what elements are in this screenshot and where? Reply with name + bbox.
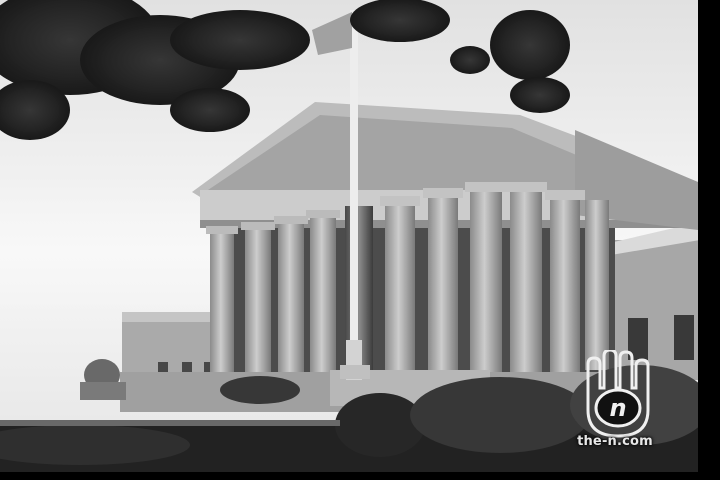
watermark-text: the-n.com (577, 434, 653, 449)
n-letter-icon (596, 390, 640, 426)
svg-text:n: n (609, 394, 627, 422)
letterbox-right (698, 0, 720, 480)
letterbox-bottom (0, 472, 720, 480)
